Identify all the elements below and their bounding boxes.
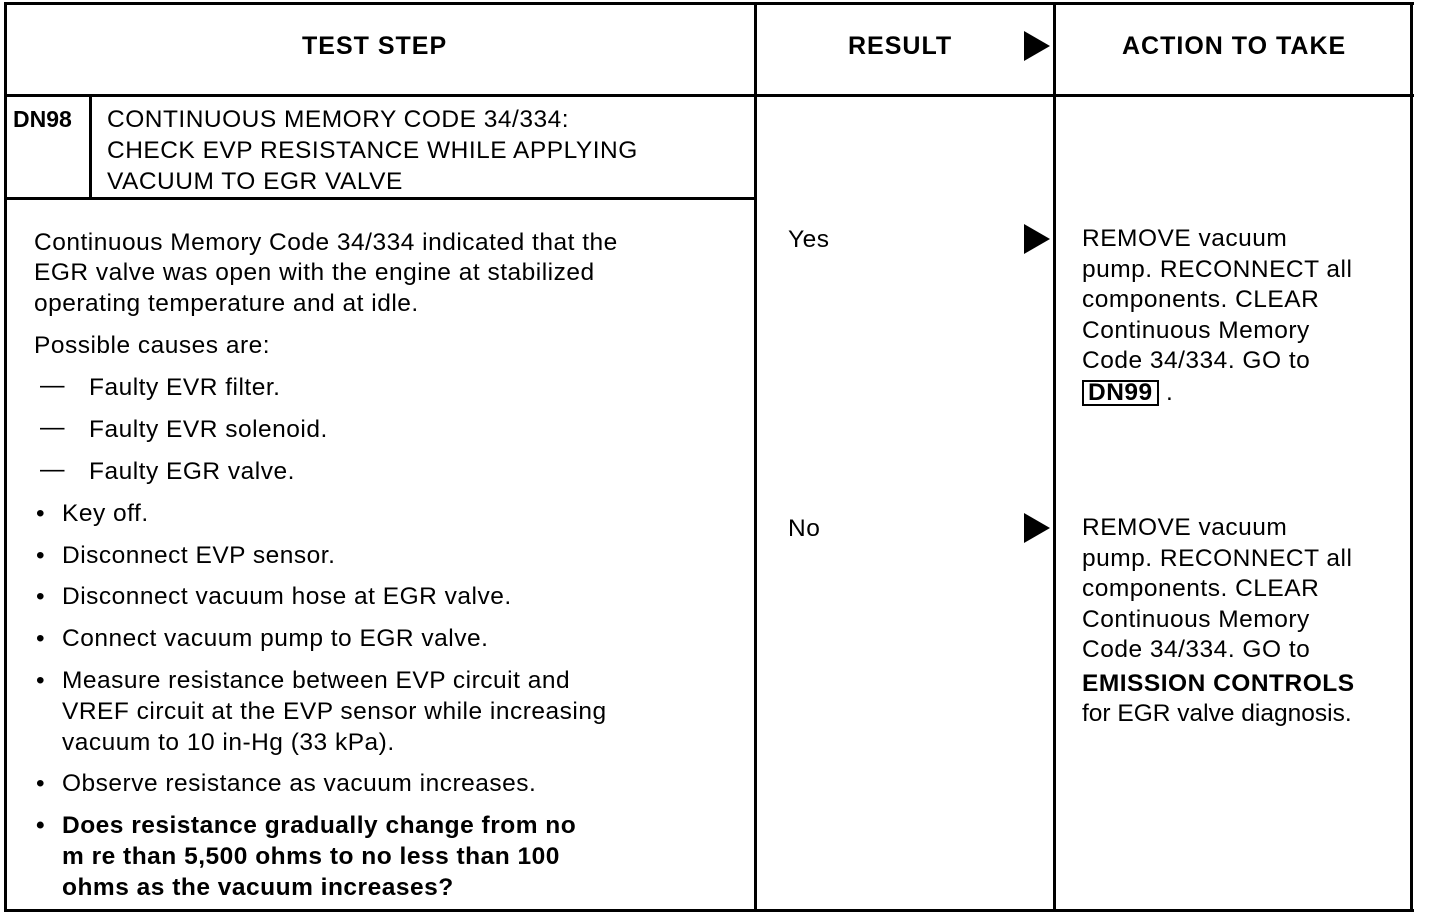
- header-test-step: TEST STEP: [302, 32, 448, 60]
- action-yes-line: Code 34/334. GO to: [1082, 347, 1311, 374]
- bullet-text: Connect vacuum pump to EGR valve.: [62, 625, 489, 652]
- table-border-left: [4, 2, 7, 912]
- header-result: RESULT: [848, 32, 953, 60]
- result-no-arrow-icon: [1024, 513, 1050, 543]
- result-yes-arrow-icon: [1024, 224, 1050, 254]
- step-title-divider: [4, 197, 756, 200]
- goto-dn99-link[interactable]: DN99: [1082, 380, 1159, 406]
- header-divider: [4, 94, 1414, 97]
- action-no-line: pump. RECONNECT all: [1082, 544, 1353, 572]
- intro-line: Continuous Memory Code 34/334 indicated that the: [34, 229, 618, 256]
- column-divider-result: [754, 2, 757, 912]
- bullet-icon: •: [36, 625, 46, 652]
- bullet-icon: •: [36, 583, 46, 610]
- action-yes-line: components. CLEAR: [1082, 286, 1320, 313]
- cause-dash: —: [40, 414, 65, 441]
- measure-line: Measure resistance between EVP circuit and: [62, 667, 571, 694]
- cause-item: Faulty EVR solenoid.: [89, 416, 328, 443]
- result-no: No: [788, 515, 821, 542]
- step-bullet-observe: [34, 768, 734, 799]
- action-no-line: Continuous Memory: [1082, 605, 1310, 633]
- step-bullet-measure: [34, 665, 734, 758]
- step-question: [34, 810, 734, 903]
- bullet-icon: •: [36, 770, 46, 797]
- table-border-right: [1410, 2, 1413, 912]
- cause-item: Faulty EGR valve.: [89, 458, 295, 485]
- step-bullet: [34, 540, 734, 571]
- bullet-icon: •: [36, 542, 46, 569]
- action-no-line: components. CLEAR: [1082, 575, 1320, 602]
- header-action: ACTION TO TAKE: [1122, 32, 1347, 60]
- bullet-text: Observe resistance as vacuum increases.: [62, 770, 537, 797]
- measure-line: VREF circuit at the EVP sensor while increasing: [62, 698, 607, 725]
- intro-line: operating temperature and at idle.: [34, 290, 419, 317]
- emission-controls-link[interactable]: EMISSION CONTROLS: [1082, 669, 1355, 697]
- measure-line: vacuum to 10 in-Hg (33 kPa).: [62, 729, 395, 756]
- table-border-bottom: [4, 909, 1414, 912]
- cause-dash: —: [40, 456, 65, 483]
- column-divider-action: [1053, 2, 1056, 912]
- header-arrow-icon: [1024, 31, 1050, 61]
- intro-line: EGR valve was open with the engine at stabilized: [34, 259, 595, 286]
- cause-dash: —: [40, 372, 65, 399]
- action-no: [1082, 513, 1412, 730]
- bullet-icon: •: [36, 500, 46, 527]
- question-line: Does resistance gradually change from no: [62, 812, 577, 839]
- bullet-icon: •: [36, 667, 46, 694]
- action-yes-line: Continuous Memory: [1082, 316, 1310, 344]
- action-no-tail: for EGR valve diagnosis.: [1082, 700, 1352, 727]
- causes-heading: Possible causes are:: [34, 332, 271, 359]
- step-bullet: [34, 623, 734, 654]
- action-no-line: Code 34/334. GO to: [1082, 636, 1311, 663]
- bullet-text: Disconnect EVP sensor.: [62, 542, 336, 569]
- bullet-icon: •: [36, 812, 46, 839]
- action-no-line: REMOVE vacuum: [1082, 514, 1288, 541]
- action-yes: [1082, 224, 1412, 408]
- step-title-line: VACUUM TO EGR VALVE: [107, 168, 403, 195]
- bullet-text: Key off.: [62, 500, 149, 527]
- action-yes-line: pump. RECONNECT all: [1082, 255, 1353, 283]
- cause-item: Faulty EVR filter.: [89, 374, 281, 401]
- step-code: DN98: [13, 106, 72, 132]
- question-line: ohms as the vacuum increases?: [62, 874, 454, 901]
- goto-line: [1082, 377, 1412, 409]
- step-title-line: CONTINUOUS MEMORY CODE 34/334:: [107, 106, 570, 133]
- step-bullet: [34, 581, 734, 612]
- step-bullet: [34, 498, 734, 529]
- question-line: m re than 5,500 ohms to no less than 100: [62, 843, 560, 870]
- step-code-divider: [89, 96, 92, 199]
- result-yes: Yes: [788, 226, 830, 253]
- table-border-top: [4, 2, 1414, 5]
- action-yes-line: REMOVE vacuum: [1082, 225, 1288, 252]
- step-title-line: CHECK EVP RESISTANCE WHILE APPLYING: [107, 137, 638, 164]
- bullet-text: Disconnect vacuum hose at EGR valve.: [62, 583, 512, 610]
- goto-suffix: .: [1165, 378, 1174, 406]
